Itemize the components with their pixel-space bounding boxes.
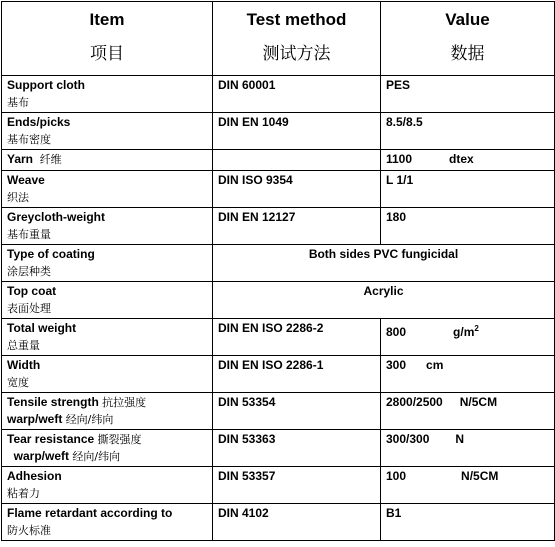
item-en: Type of coating [7, 247, 95, 261]
value-number: 800 [386, 325, 407, 339]
value-cell: 180 [381, 208, 555, 245]
method-cell: DIN EN ISO 2286-1 [213, 356, 381, 393]
value-number: 100 [386, 469, 407, 483]
value-unit: g/m [453, 325, 475, 339]
table-row [2, 245, 555, 282]
table-row [2, 504, 555, 541]
item-zh: 基布 [7, 96, 29, 109]
merged-value-cell: Acrylic [213, 282, 555, 319]
item-en-2: warp/weft [7, 412, 63, 426]
header-method-zh: 测试方法 [262, 44, 331, 64]
method-cell: DIN EN 12127 [213, 208, 381, 245]
table-row [2, 430, 555, 467]
item-zh: 宽度 [7, 376, 29, 389]
method-cell: DIN ISO 9354 [213, 171, 381, 208]
item-en: Total weight [7, 321, 77, 335]
item-cell [2, 150, 213, 171]
value-cell: PES [381, 76, 555, 113]
table-row [2, 356, 555, 393]
value-cell [381, 150, 555, 171]
value-unit: N/5CM [459, 395, 498, 409]
header-item-en: Item [89, 10, 125, 29]
method-cell: DIN 4102 [213, 504, 381, 541]
item-cell [2, 430, 213, 467]
item-zh: 粘着力 [7, 487, 40, 500]
item-zh-2: 经向/纬向 [65, 413, 114, 426]
header-method-en: Test method [246, 10, 347, 29]
value-cell [381, 319, 555, 356]
item-cell [2, 171, 213, 208]
item-zh: 基布密度 [7, 133, 51, 146]
item-zh: 表面处理 [7, 302, 51, 315]
value-cell [381, 393, 555, 430]
value-cell [381, 467, 555, 504]
item-en: Ends/picks [7, 115, 71, 129]
value-unit: dtex [449, 152, 474, 166]
value-unit: N [455, 432, 465, 446]
table-row [2, 282, 555, 319]
method-cell: DIN 60001 [213, 76, 381, 113]
method-cell: DIN 53363 [213, 430, 381, 467]
item-cell [2, 113, 213, 150]
header-item [2, 2, 213, 76]
item-cell [2, 319, 213, 356]
specification-table [1, 1, 555, 541]
value-unit: N/5CM [461, 469, 499, 483]
value-number: 300 [386, 358, 407, 372]
value-cell: L 1/1 [381, 171, 555, 208]
item-cell [2, 393, 213, 430]
item-zh: 纤维 [39, 153, 62, 166]
item-zh: 抗拉强度 [102, 396, 147, 409]
table-row [2, 208, 555, 245]
table-row [2, 171, 555, 208]
method-cell: DIN EN 1049 [213, 113, 381, 150]
table-row [2, 319, 555, 356]
value-cell [381, 356, 555, 393]
header-item-zh: 项目 [90, 44, 124, 64]
item-en: Weave [7, 173, 45, 187]
item-cell [2, 76, 213, 113]
item-cell [2, 467, 213, 504]
header-test-method [213, 2, 381, 76]
item-zh: 基布重量 [7, 228, 51, 241]
method-cell: DIN EN ISO 2286-2 [213, 319, 381, 356]
value-number: 2800/2500 [386, 395, 443, 409]
value-cell: B1 [381, 504, 555, 541]
item-cell [2, 208, 213, 245]
value-cell [381, 430, 555, 467]
table-header-row [2, 2, 555, 76]
item-zh: 织法 [7, 191, 29, 204]
table-row [2, 393, 555, 430]
item-en: Adhesion [7, 469, 62, 483]
item-zh: 涂层种类 [7, 265, 51, 278]
item-zh-2: 经向/纬向 [72, 450, 121, 463]
item-en: Greycloth-weight [7, 210, 106, 224]
table-row [2, 467, 555, 504]
value-unit: cm [426, 358, 444, 372]
value-unit-superscript: 2 [474, 324, 479, 333]
item-en: Top coat [7, 284, 57, 298]
item-en: Tear resistance [7, 432, 95, 446]
table-row [2, 113, 555, 150]
item-en-2: warp/weft [13, 449, 70, 463]
value-number: 1100 [386, 152, 413, 166]
method-cell: DIN 53354 [213, 393, 381, 430]
value-number: 300/300 [386, 432, 430, 446]
item-zh: 防火标准 [7, 524, 51, 537]
header-value [381, 2, 555, 76]
item-en: Support cloth [7, 78, 85, 92]
value-cell: 8.5/8.5 [381, 113, 555, 150]
item-en: Width [7, 358, 41, 372]
item-cell [2, 245, 213, 282]
method-cell [213, 150, 381, 171]
item-en: Flame retardant according to [7, 506, 173, 520]
header-value-zh: 数据 [450, 44, 485, 64]
merged-value-cell: Both sides PVC fungicidal [213, 245, 555, 282]
item-zh: 总重量 [7, 339, 40, 352]
table-row [2, 150, 555, 171]
item-cell [2, 356, 213, 393]
item-zh: 撕裂强度 [97, 433, 142, 446]
item-cell [2, 504, 213, 541]
item-en: Yarn [7, 152, 34, 166]
table-row [2, 76, 555, 113]
item-en: Tensile strength [7, 395, 99, 409]
method-cell: DIN 53357 [213, 467, 381, 504]
header-value-en: Value [445, 10, 490, 29]
item-cell [2, 282, 213, 319]
